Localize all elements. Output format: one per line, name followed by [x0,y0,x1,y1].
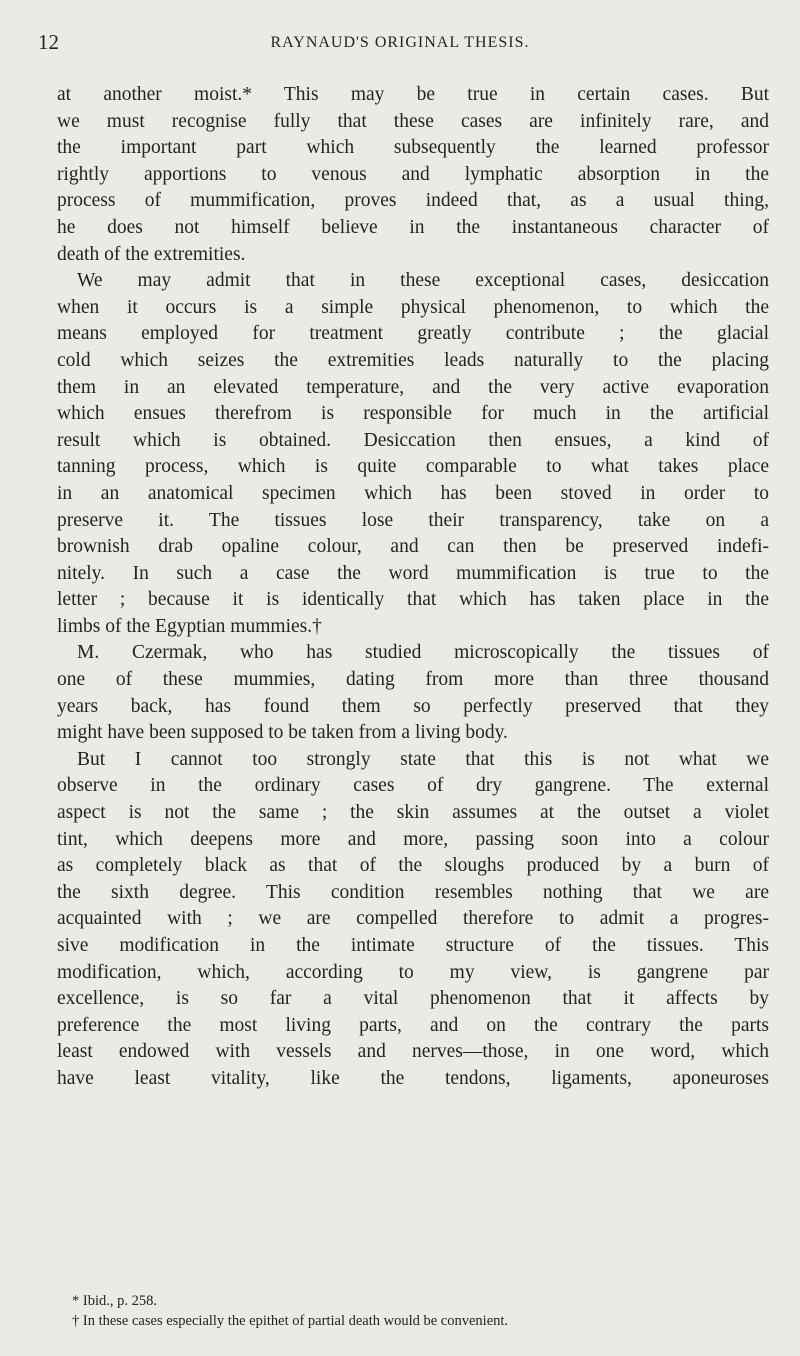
text-line: result which is obtained. Desiccation then ensues, a kind of [57,429,769,451]
text-line: preference the most living parts, and on the contrary the parts [57,1014,769,1036]
text-line: limbs of the Egyptian mummies.† [57,615,322,637]
text-line: observe in the ordinary cases of dry gangrene. The external [57,775,769,797]
running-head: RAYNAUD'S ORIGINAL THESIS. [270,34,530,51]
text-line: death of the extremities. [57,243,246,265]
footnote: † In these cases especially the epithet of partial death would be convenient. [72,1313,509,1329]
text-line: them in an elevated temperature, and the very active evaporation [57,376,769,398]
text-line: nitely. In such a case the word mummification is true to the [57,562,769,584]
text-line: aspect is not the same ; the skin assumes at the outset a violet [57,802,769,824]
text-line: at another moist.* This may be true in certain cases. But [57,84,769,105]
text-line: acquainted with ; we are compelled therefore to admit a progres- [57,908,769,930]
text-line: sive modification in the intimate structure of the tissues. This [57,935,769,956]
text-line: process of mummification, proves indeed that, as a usual thing, [57,190,769,212]
text-line: excellence, is so far a vital phenomenon that it affects by [57,988,769,1010]
text-line: rightly apportions to venous and lymphatic absorption in the [57,163,769,185]
text-line: the sixth degree. This condition resembles nothing that we are [57,881,769,903]
text-line: brownish drab opaline colour, and can then be preserved indefi- [57,536,769,558]
text-line: he does not himself believe in the instantaneous character of [57,216,769,238]
text-line: least endowed with vessels and nerves—those, in one word, which [57,1041,769,1063]
text-line: might have been supposed to be taken from a living body. [57,722,508,744]
page-number: 12 [38,30,59,54]
text-line: tanning process, which is quite comparable to what takes place [57,456,769,478]
text-line: tint, which deepens more and more, passing soon into a colour [57,828,769,850]
text-line: the important part which subsequently the learned professor [57,137,769,159]
text-line: in an anatomical specimen which has been stoved in order to [57,482,769,504]
text-line: years back, has found them so perfectly preserved that they [57,695,769,717]
text-line: preserve it. The tissues lose their transparency, take on a [57,509,769,531]
text-line: cold which seizes the extremities leads naturally to the placing [57,349,769,371]
text-line: letter ; because it is identically that which has taken place in the [57,589,769,611]
text-line: we must recognise fully that these cases are infinitely rare, and [57,110,769,132]
text-line: as completely black as that of the sloughs produced by a burn of [57,855,769,877]
text-line: We may admit that in these exceptional cases, desiccation [77,270,769,292]
text-line: have least vitality, like the tendons, ligaments, aponeuroses [57,1067,769,1089]
footnotes [72,1291,769,1331]
text-line: which ensues therefrom is responsible for much in the artificial [57,403,769,425]
body-text [57,82,769,1093]
text-line: modification, which, according to my view, is gangrene par [57,961,769,983]
page-header [38,30,762,54]
text-line: M. Czermak, who has studied microscopically the tissues of [77,642,769,664]
text-line: means employed for treatment greatly contribute ; the glacial [57,323,769,345]
text-line: But I cannot too strongly state that this is not what we [77,748,769,770]
text-line: one of these mummies, dating from more than three thousand [57,669,769,691]
text-line: when it occurs is a simple physical phenomenon, to which the [57,296,769,318]
footnote: * Ibid., p. 258. [72,1293,157,1309]
